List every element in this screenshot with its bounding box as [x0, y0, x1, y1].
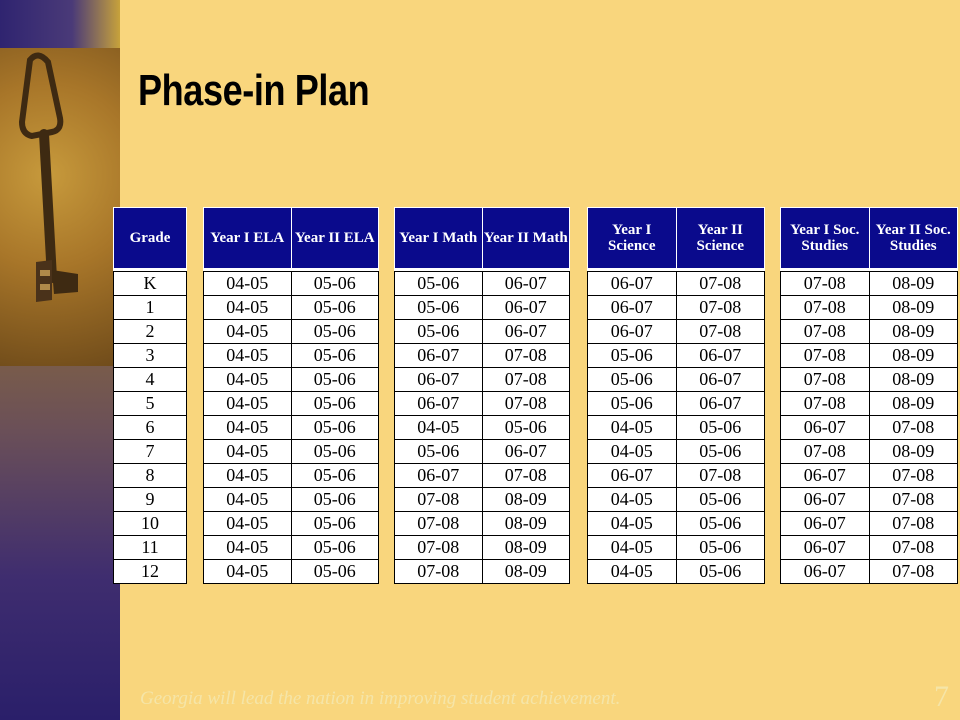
table-cell: 07-08	[482, 392, 570, 416]
table-row	[114, 464, 187, 488]
table-cell: 04-05	[204, 368, 292, 392]
table-cell: 05-06	[676, 560, 765, 584]
table-row	[204, 272, 379, 296]
table-row	[204, 536, 379, 560]
table-cell: 08-09	[869, 320, 958, 344]
table-cell: 7	[114, 440, 187, 464]
column-header: Year II Soc. Studies	[869, 208, 958, 269]
table-row	[204, 464, 379, 488]
table-row	[114, 488, 187, 512]
table-row	[114, 272, 187, 296]
table-cell: 07-08	[395, 560, 483, 584]
table-row	[395, 320, 570, 344]
table-row	[395, 296, 570, 320]
table-cell: 04-05	[204, 440, 292, 464]
table-cell: 06-07	[395, 368, 483, 392]
table-row	[588, 392, 765, 416]
column-header: Year I Math	[395, 208, 483, 269]
table-cell: 06-07	[482, 320, 570, 344]
table-cell: 06-07	[781, 512, 870, 536]
table-row	[395, 488, 570, 512]
table-cell: 05-06	[291, 512, 379, 536]
table-cell: 06-07	[588, 320, 677, 344]
table-cell: 04-05	[204, 272, 292, 296]
header-row	[781, 208, 958, 269]
table-row	[781, 440, 958, 464]
table-cell: 06-07	[588, 272, 677, 296]
table-cell: 07-08	[676, 320, 765, 344]
table-row	[395, 416, 570, 440]
table-row	[781, 320, 958, 344]
table-row	[204, 368, 379, 392]
column-header: Year I Science	[588, 208, 677, 269]
table-cell: 10	[114, 512, 187, 536]
table-cell: 07-08	[781, 440, 870, 464]
table-cell: 07-08	[482, 344, 570, 368]
table-cell: 08-09	[869, 296, 958, 320]
table-row	[588, 296, 765, 320]
table-row	[204, 560, 379, 584]
table-row	[588, 320, 765, 344]
table-row	[114, 320, 187, 344]
table-cell: 06-07	[676, 392, 765, 416]
table-cell: 04-05	[588, 536, 677, 560]
table-cell: 07-08	[781, 392, 870, 416]
table-cell: 04-05	[204, 320, 292, 344]
table-row	[204, 320, 379, 344]
science-table	[587, 207, 765, 584]
table-row	[588, 536, 765, 560]
table-cell: 04-05	[204, 392, 292, 416]
table-cell: 06-07	[781, 488, 870, 512]
table-row	[204, 512, 379, 536]
table-row	[204, 392, 379, 416]
table-row	[781, 296, 958, 320]
table-cell: 06-07	[482, 440, 570, 464]
table-row	[395, 272, 570, 296]
table-cell: 05-06	[291, 320, 379, 344]
table-row	[114, 560, 187, 584]
table-cell: 07-08	[676, 296, 765, 320]
table-row	[588, 560, 765, 584]
table-cell: 07-08	[482, 368, 570, 392]
table-cell: 08-09	[869, 344, 958, 368]
table-cell: 08-09	[482, 512, 570, 536]
table-cell: 08-09	[482, 560, 570, 584]
table-row	[114, 416, 187, 440]
table-cell: 07-08	[869, 464, 958, 488]
table-row	[114, 440, 187, 464]
table-row	[204, 488, 379, 512]
table-cell: 05-06	[291, 392, 379, 416]
table-cell: 05-06	[291, 272, 379, 296]
table-cell: 05-06	[291, 296, 379, 320]
table-row	[781, 536, 958, 560]
sidebar-top-band	[0, 0, 120, 48]
sidebar-decoration	[0, 0, 120, 720]
column-header: Grade	[114, 208, 187, 269]
table-cell: 04-05	[588, 440, 677, 464]
table-cell: 08-09	[482, 488, 570, 512]
table-cell: 06-07	[781, 464, 870, 488]
table-cell: 05-06	[676, 440, 765, 464]
table-row	[588, 512, 765, 536]
table-cell: 05-06	[588, 368, 677, 392]
table-row	[395, 560, 570, 584]
header-row	[204, 208, 379, 269]
table-cell: 05-06	[291, 344, 379, 368]
table-cell: 05-06	[676, 488, 765, 512]
table-row	[781, 512, 958, 536]
table-cell: 07-08	[869, 560, 958, 584]
table-row	[588, 416, 765, 440]
table-row	[781, 488, 958, 512]
table-cell: 07-08	[482, 464, 570, 488]
table-cell: 05-06	[395, 440, 483, 464]
table-cell: 07-08	[781, 320, 870, 344]
table-row	[781, 272, 958, 296]
table-row	[781, 560, 958, 584]
table-cell: 05-06	[676, 512, 765, 536]
table-cell: 12	[114, 560, 187, 584]
ela-table	[203, 207, 379, 584]
table-row	[588, 488, 765, 512]
table-cell: 05-06	[676, 536, 765, 560]
table-row	[395, 512, 570, 536]
table-cell: 4	[114, 368, 187, 392]
header-row	[114, 208, 187, 269]
table-cell: 05-06	[291, 488, 379, 512]
social-studies-table	[780, 207, 958, 584]
column-header: Year II Science	[676, 208, 765, 269]
table-cell: 08-09	[869, 272, 958, 296]
table-cell: 05-06	[291, 464, 379, 488]
table-cell: 06-07	[781, 536, 870, 560]
math-table	[394, 207, 570, 584]
table-cell: 05-06	[291, 440, 379, 464]
table-cell: 07-08	[869, 512, 958, 536]
slide-title: Phase-in Plan	[138, 66, 370, 115]
table-cell: 04-05	[204, 488, 292, 512]
table-cell: 04-05	[588, 488, 677, 512]
table-row	[204, 296, 379, 320]
table-cell: 05-06	[676, 416, 765, 440]
table-cell: 9	[114, 488, 187, 512]
table-cell: 07-08	[395, 512, 483, 536]
table-row	[588, 464, 765, 488]
table-cell: 04-05	[395, 416, 483, 440]
table-cell: 5	[114, 392, 187, 416]
table-row	[395, 368, 570, 392]
table-cell: 04-05	[204, 296, 292, 320]
table-cell: 05-06	[291, 368, 379, 392]
table-cell: 05-06	[395, 272, 483, 296]
table-cell: 06-07	[395, 344, 483, 368]
table-cell: 06-07	[676, 368, 765, 392]
table-cell: 08-09	[869, 368, 958, 392]
table-row	[114, 392, 187, 416]
table-cell: 06-07	[676, 344, 765, 368]
table-cell: 05-06	[291, 560, 379, 584]
table-cell: 06-07	[482, 296, 570, 320]
table-row	[781, 344, 958, 368]
table-cell: 04-05	[588, 560, 677, 584]
table-cell: 6	[114, 416, 187, 440]
page-number: 7	[934, 680, 949, 713]
table-cell: 04-05	[204, 416, 292, 440]
table-row	[395, 392, 570, 416]
table-cell: 2	[114, 320, 187, 344]
key-icon	[0, 48, 120, 366]
table-cell: 8	[114, 464, 187, 488]
table-row	[114, 536, 187, 560]
table-cell: 08-09	[869, 392, 958, 416]
table-cell: 07-08	[781, 368, 870, 392]
table-row	[204, 344, 379, 368]
table-row	[781, 392, 958, 416]
table-cell: 07-08	[781, 296, 870, 320]
grade-table	[113, 207, 187, 584]
table-row	[204, 416, 379, 440]
table-cell: 04-05	[204, 512, 292, 536]
table-cell: 05-06	[291, 416, 379, 440]
column-header: Year I ELA	[204, 208, 292, 269]
table-cell: 07-08	[676, 272, 765, 296]
table-cell: 06-07	[781, 416, 870, 440]
table-cell: 04-05	[204, 464, 292, 488]
table-row	[781, 368, 958, 392]
table-row	[114, 296, 187, 320]
table-row	[781, 464, 958, 488]
table-row	[395, 344, 570, 368]
table-cell: 07-08	[781, 344, 870, 368]
table-cell: 04-05	[588, 416, 677, 440]
table-cell: 08-09	[482, 536, 570, 560]
table-row	[588, 344, 765, 368]
table-row	[588, 440, 765, 464]
table-cell: 06-07	[395, 464, 483, 488]
table-cell: 05-06	[482, 416, 570, 440]
table-cell: 05-06	[395, 320, 483, 344]
table-row	[781, 416, 958, 440]
column-header: Year II ELA	[291, 208, 379, 269]
table-row	[114, 512, 187, 536]
table-cell: 11	[114, 536, 187, 560]
table-row	[588, 368, 765, 392]
table-cell: K	[114, 272, 187, 296]
table-row	[395, 440, 570, 464]
footer-tagline: Georgia will lead the nation in improving student achievement.	[140, 688, 621, 709]
table-cell: 1	[114, 296, 187, 320]
table-cell: 07-08	[869, 488, 958, 512]
table-row	[114, 368, 187, 392]
table-cell: 05-06	[588, 392, 677, 416]
table-cell: 06-07	[588, 296, 677, 320]
header-row	[588, 208, 765, 269]
table-cell: 07-08	[395, 488, 483, 512]
table-cell: 06-07	[588, 464, 677, 488]
table-cell: 06-07	[395, 392, 483, 416]
table-row	[114, 344, 187, 368]
table-cell: 05-06	[291, 536, 379, 560]
rusty-key-photo	[0, 48, 120, 366]
table-cell: 06-07	[781, 560, 870, 584]
header-row	[395, 208, 570, 269]
table-cell: 04-05	[204, 344, 292, 368]
table-cell: 08-09	[869, 440, 958, 464]
table-cell: 07-08	[676, 464, 765, 488]
table-cell: 06-07	[482, 272, 570, 296]
table-row	[395, 464, 570, 488]
table-row	[395, 536, 570, 560]
table-cell: 07-08	[395, 536, 483, 560]
table-cell: 05-06	[588, 344, 677, 368]
table-cell: 04-05	[204, 536, 292, 560]
table-cell: 07-08	[781, 272, 870, 296]
table-cell: 3	[114, 344, 187, 368]
table-cell: 04-05	[204, 560, 292, 584]
table-cell: 07-08	[869, 536, 958, 560]
table-cell: 07-08	[869, 416, 958, 440]
table-cell: 04-05	[588, 512, 677, 536]
table-row	[588, 272, 765, 296]
column-header: Year II Math	[482, 208, 570, 269]
table-cell: 05-06	[395, 296, 483, 320]
column-header: Year I Soc. Studies	[781, 208, 870, 269]
table-row	[204, 440, 379, 464]
